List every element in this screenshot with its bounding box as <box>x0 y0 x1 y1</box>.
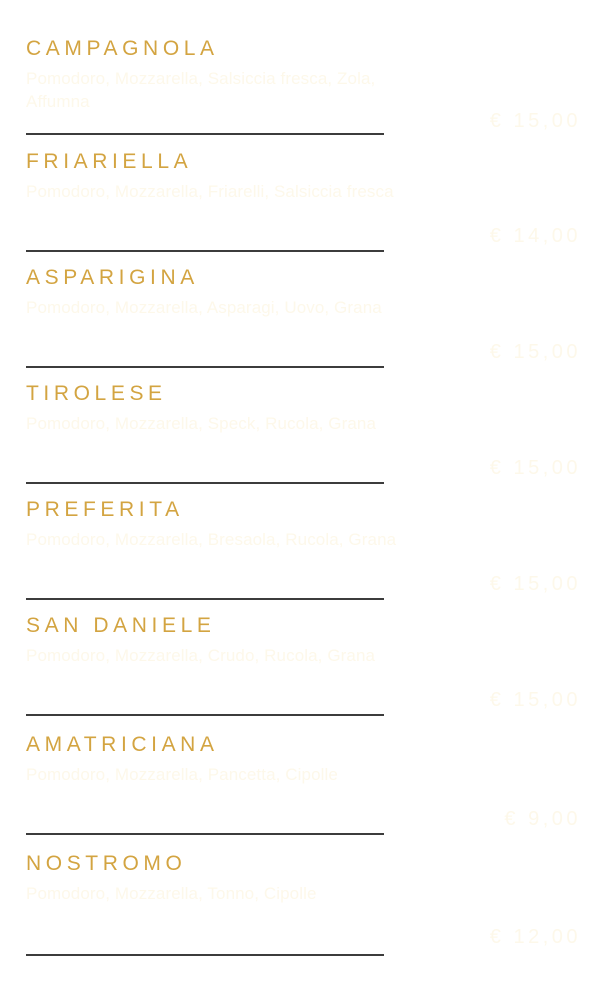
menu-item-divider <box>26 133 384 135</box>
menu-item-price: € 15,00 <box>489 689 581 711</box>
menu-item-description: Pomodoro, Mozzarella, Bresaola, Rucola, Grana <box>26 530 397 549</box>
menu-item-price: € 15,00 <box>489 573 581 595</box>
menu-item-divider <box>26 598 384 600</box>
menu-item-price: € 12,00 <box>489 926 581 948</box>
menu-item-divider <box>26 954 384 956</box>
menu-item-price: € 15,00 <box>489 341 581 363</box>
menu-item-price: € 9,00 <box>504 808 581 830</box>
menu-item-description: Pomodoro, Mozzarella, Speck, Rucola, Grana <box>26 414 377 433</box>
menu-item-description: Pomodoro, Mozzarella, Crudo, Rucola, Grana <box>26 646 376 665</box>
menu-item-description: Pomodoro, Mozzarella, Salsiccia fresca, Zola, Affumna <box>26 69 376 111</box>
menu-item-name: AMATRICIANA <box>26 733 219 756</box>
menu-item-divider <box>26 714 384 716</box>
menu-item-description: Pomodoro, Mozzarella, Tonno, Cipolle <box>26 884 317 903</box>
menu-item-description: Pomodoro, Mozzarella, Pancetta, Cipolle <box>26 765 338 784</box>
menu-item-name: FRIARIELLA <box>26 150 193 173</box>
menu-item-name: PREFERITA <box>26 498 184 521</box>
menu-item-divider <box>26 482 384 484</box>
menu-item-name: CAMPAGNOLA <box>26 37 219 60</box>
menu-item-name: ASPARIGINA <box>26 266 199 289</box>
menu-item-description: Pomodoro, Mozzarella, Friarelli, Salsiccia fresca <box>26 182 394 201</box>
menu-item-price: € 14,00 <box>489 225 581 247</box>
menu-item-divider <box>26 366 384 368</box>
menu-item-description: Pomodoro, Mozzarella, Asparagi, Uovo, Grana <box>26 298 382 317</box>
menu-item-name: TIROLESE <box>26 382 167 405</box>
menu-item-name: NOSTROMO <box>26 852 187 875</box>
menu-item-name: SAN DANIELE <box>26 614 216 637</box>
menu-item-divider <box>26 833 384 835</box>
menu-item-price: € 15,00 <box>489 457 581 479</box>
menu-item-divider <box>26 250 384 252</box>
menu-item-price: € 15,00 <box>489 110 581 132</box>
